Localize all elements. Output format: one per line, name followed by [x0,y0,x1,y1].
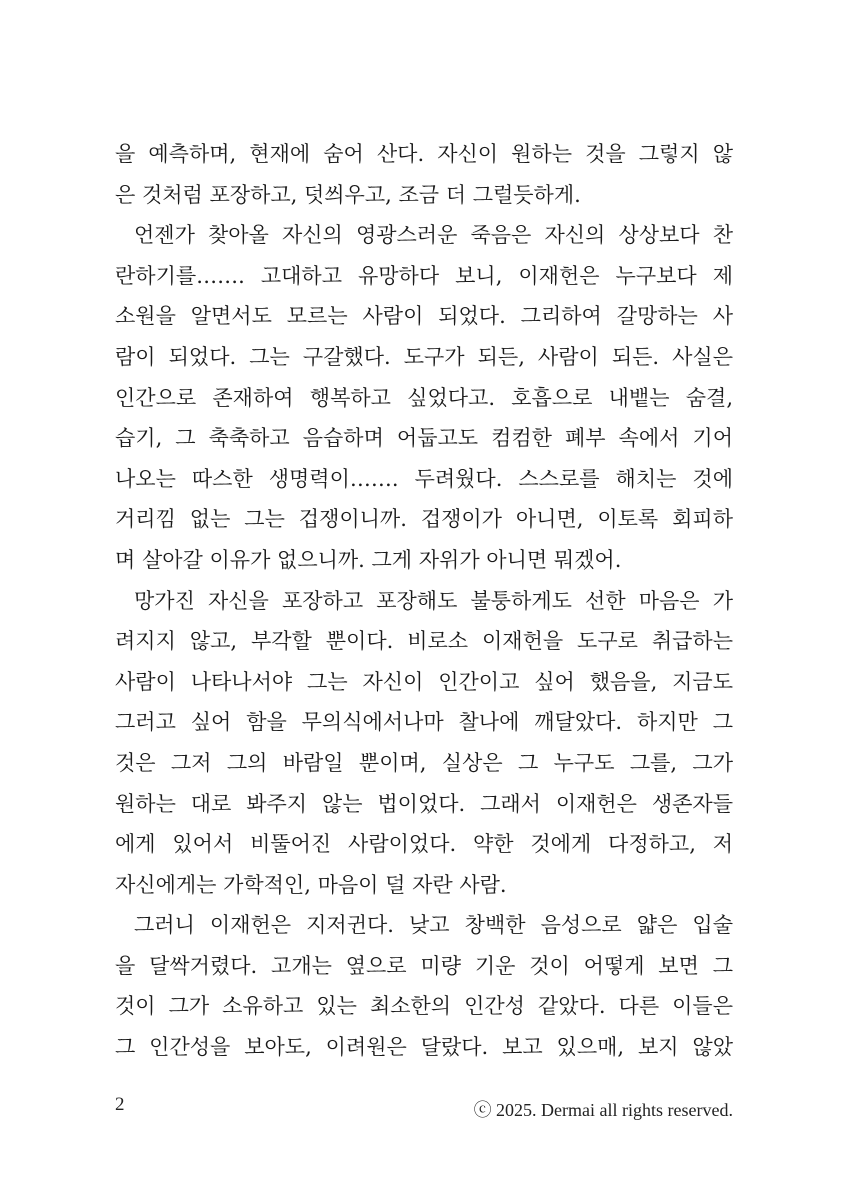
text-line: 그러니 이재헌은 지저귄다. 낮고 창백한 음성으로 얇은 입술 [134,913,733,938]
page-number: 2 [115,1094,125,1115]
copyright-notice: ⓒ 2025. Dermai all rights reserved. [473,1100,733,1120]
text-line: 란하기를……. 고대하고 유망하다 보니, 이재헌은 누구보다 제 [115,263,733,288]
text-line: 은 것처럼 포장하고, 덧씌우고, 조금 더 그럴듯하게. [115,182,581,207]
page-footer [115,1094,733,1124]
text-line: 인간으로 존재하여 행복하고 싶었다고. 호흡으로 내뱉는 숨결, [115,385,733,410]
text-line: 그 인간성을 보아도, 이려원은 달랐다. 보고 있으매, 보지 않았 [115,1035,733,1060]
text-line: 자신에게는 가학적인, 마음이 덜 자란 사람. [115,872,507,897]
text-line: 을 예측하며, 현재에 숨어 산다. 자신이 원하는 것을 그렇지 않 [115,142,733,166]
text-line: 에게 있어서 비뚤어진 사람이었다. 약한 것에게 다정하고, 저 [115,832,733,857]
text-line: 나오는 따스한 생명력이……. 두려웠다. 스스로를 해치는 것에 [115,466,733,491]
text-line: 며 살아갈 이유가 없으니까. 그게 자위가 아니면 뭐겠어. [115,547,622,572]
text-line: 것이 그가 소유하고 있는 최소한의 인간성 같았다. 다른 이들은 [115,994,733,1019]
text-line: 소원을 알면서도 모르는 사람이 되었다. 그리하여 갈망하는 사 [115,304,733,329]
text-line: 것은 그저 그의 바람일 뿐이며, 실상은 그 누구도 그를, 그가 [115,750,733,775]
text-line: 사람이 나타나서야 그는 자신이 인간이고 싶어 했음을, 지금도 [115,669,733,694]
body-text [115,134,733,1068]
text-line: 망가진 자신을 포장하고 포장해도 불퉁하게도 선한 마음은 가 [134,588,733,613]
text-line: 원하는 대로 봐주지 않는 법이었다. 그래서 이재헌은 생존자들 [115,791,733,816]
text-line: 을 달싹거렸다. 고개는 옆으로 미량 기운 것이 어떻게 보면 그 [115,953,733,978]
text-line: 그러고 싶어 함을 무의식에서나마 찰나에 깨달았다. 하지만 그 [115,710,733,735]
text-line: 거리낌 없는 그는 겁쟁이니까. 겁쟁이가 아니면, 이토록 회피하 [115,507,733,532]
text-line: 람이 되었다. 그는 구갈했다. 도구가 되든, 사람이 되든. 사실은 [115,344,733,369]
text-line: 언젠가 찾아올 자신의 영광스러운 죽음은 자신의 상상보다 찬 [134,223,733,248]
text-line: 려지지 않고, 부각할 뿐이다. 비로소 이재헌을 도구로 취급하는 [115,629,733,654]
text-line: 습기, 그 축축하고 음습하며 어둡고도 컴컴한 폐부 속에서 기어 [115,426,733,451]
